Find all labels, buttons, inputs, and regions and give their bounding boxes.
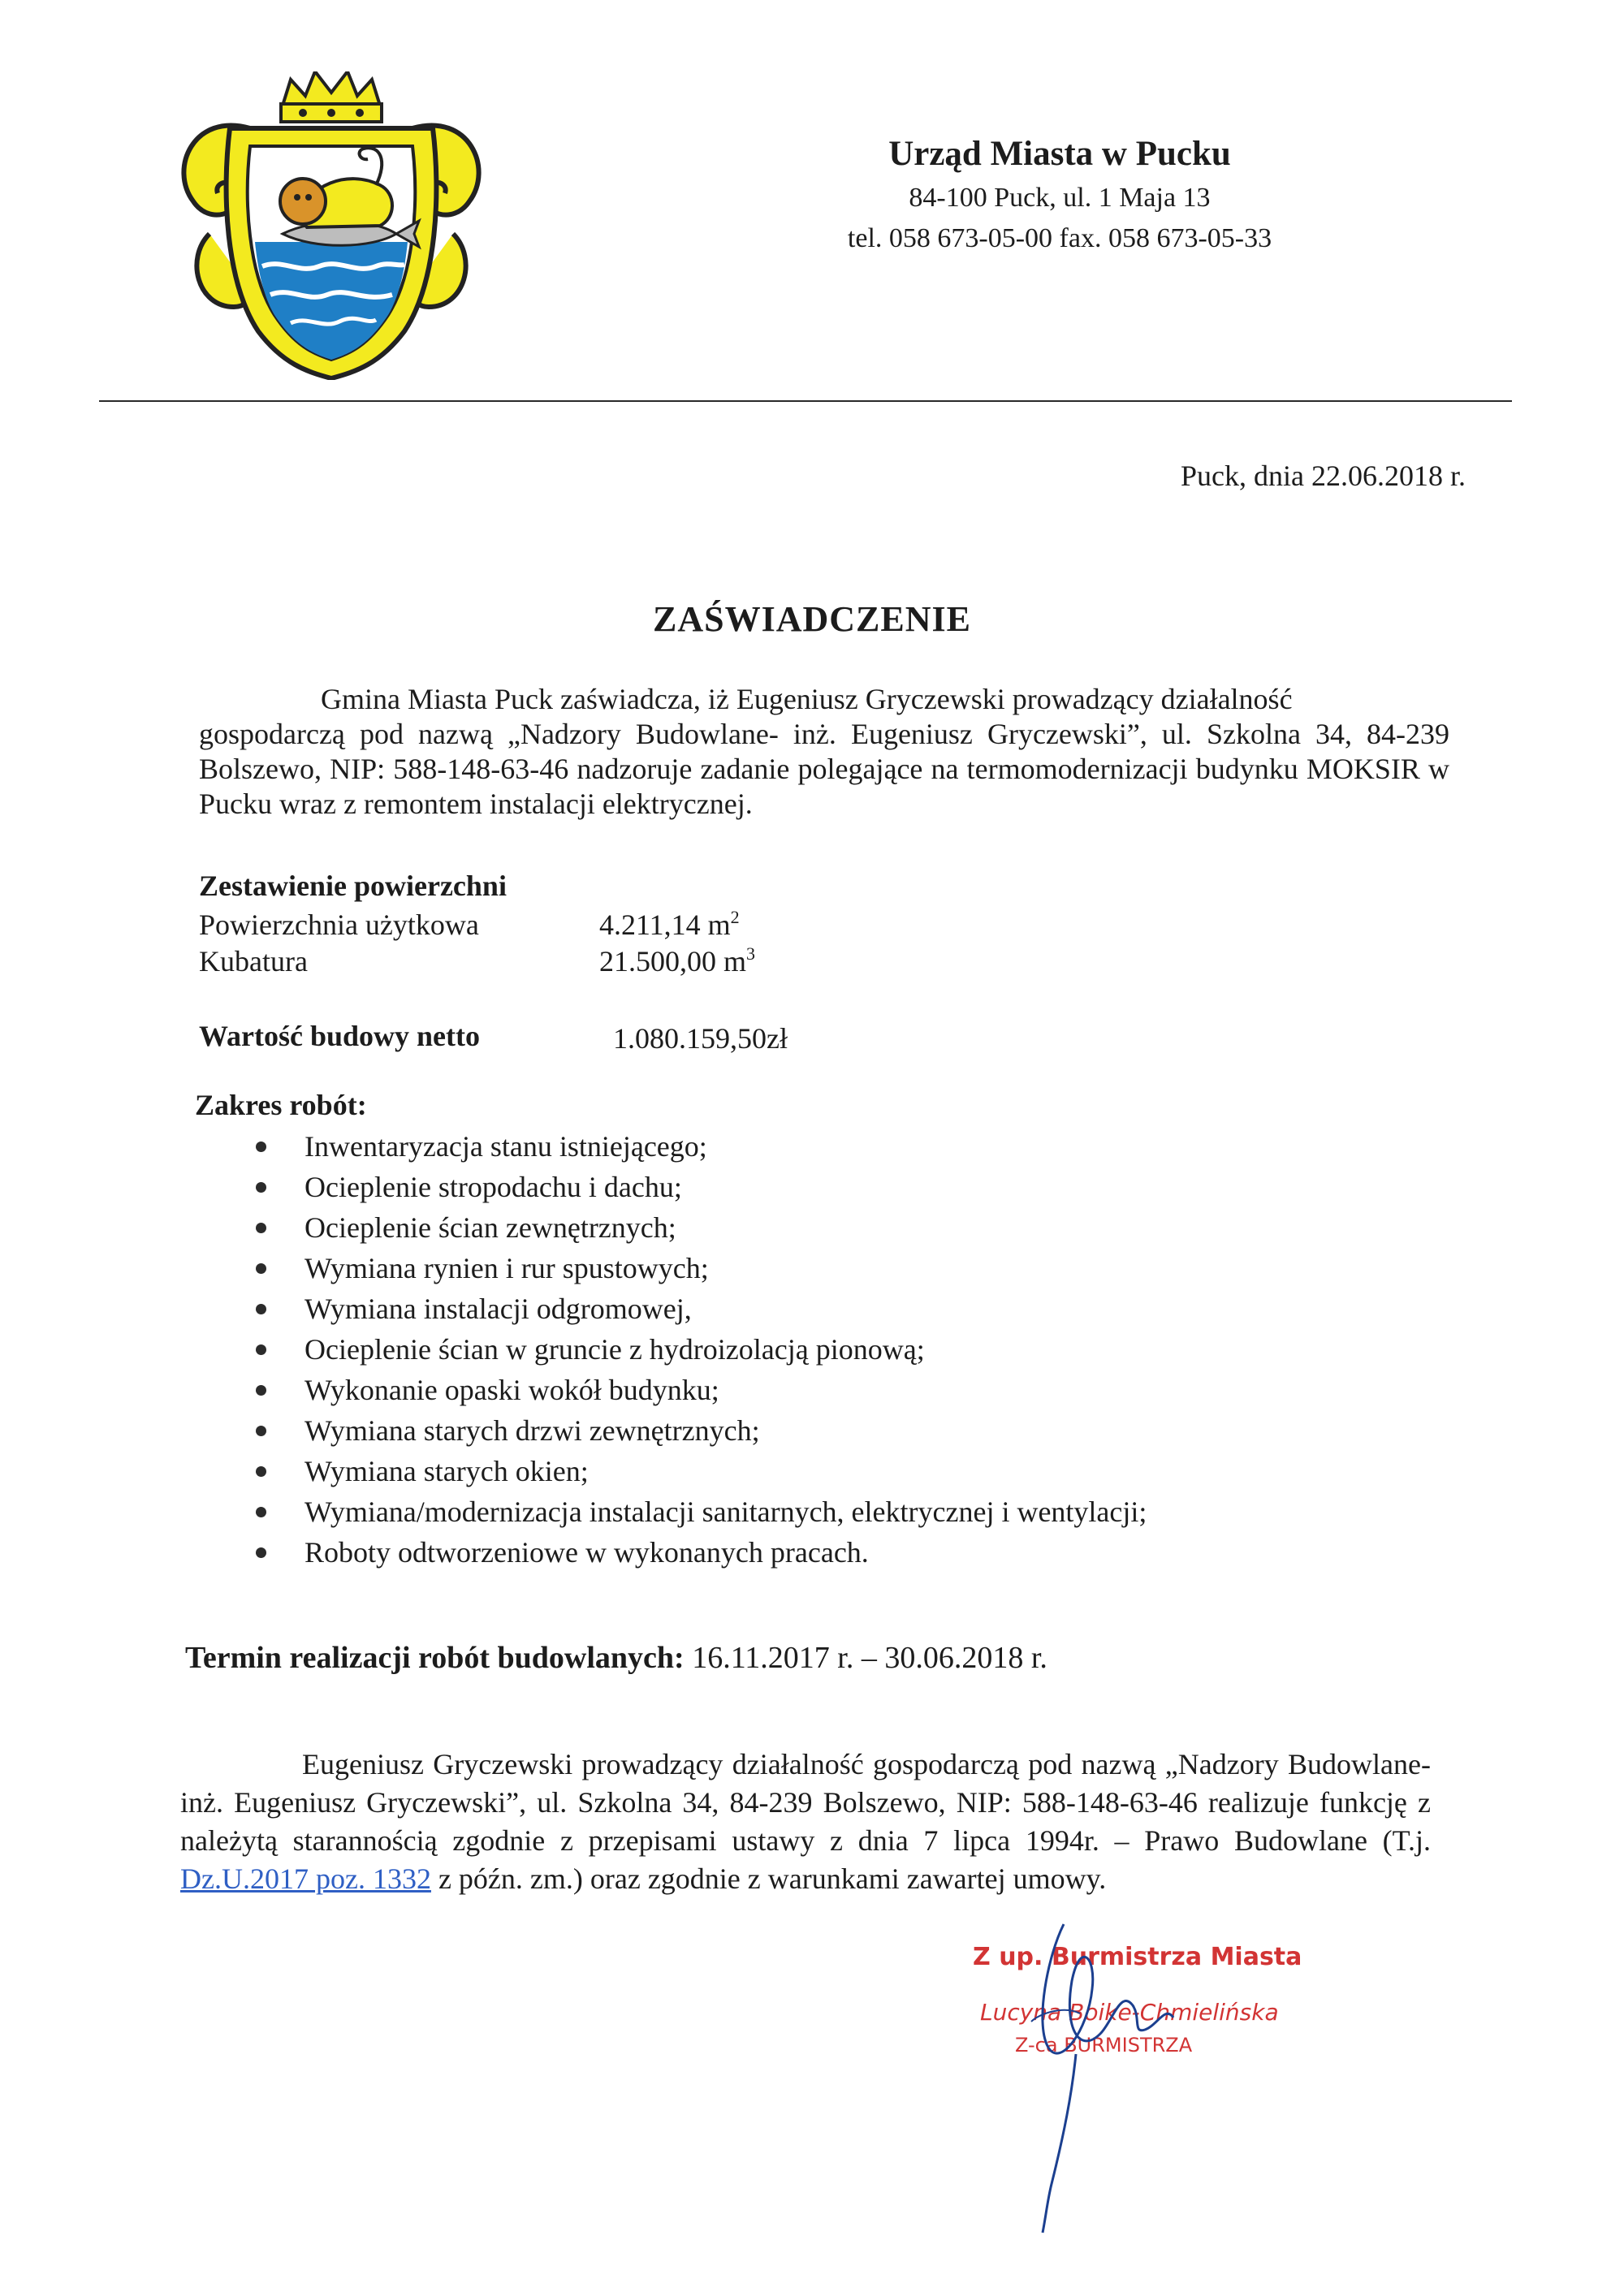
usable-area-value: 4.211,14 $m^2$ xyxy=(599,907,740,941)
paragraph-first-line: Gmina Miasta Puck zaświadcza, iż Eugeniusz Gryczewski prowadzący działalność xyxy=(321,683,1293,715)
bullet-icon xyxy=(256,1426,266,1436)
list-item: Ocieplenie ścian zewnętrznych; xyxy=(256,1207,1147,1248)
coat-of-arms-icon xyxy=(161,71,502,380)
legal-reference-link[interactable]: Dz.U.2017 poz. 1332 xyxy=(180,1862,431,1895)
work-term-label: Termin realizacji robót budowlanych: xyxy=(185,1641,685,1675)
document-title: ZAŚWIADCZENIE xyxy=(653,599,971,639)
list-item: Ocieplenie stropodachu i dachu; xyxy=(256,1167,1147,1207)
office-name: Urząd Miasta w Pucku xyxy=(888,135,1231,173)
list-item: Inwentaryzacja stanu istniejącego; xyxy=(256,1126,1147,1167)
list-item: Wymiana starych drzwi zewnętrznych; xyxy=(256,1410,1147,1451)
bullet-icon xyxy=(256,1304,266,1314)
signature-icon xyxy=(958,1892,1267,2249)
list-item: Roboty odtworzeniowe w wykonanych pracach. xyxy=(256,1532,1147,1573)
list-item: Wymiana instalacji odgromowej, xyxy=(256,1288,1147,1329)
document-date: Puck, dnia 22.06.2018 r. xyxy=(1181,460,1466,492)
list-item: Wymiana rynien i rur spustowych; xyxy=(256,1248,1147,1288)
net-value-amount: 1.080.159,50zł xyxy=(613,1022,788,1055)
paragraph-body: gospodarczą pod nazwą „Nadzory Budowlane- inż. Eugeniusz Gryczewski”, ul. Szkolna 34, 84-239 Bolszewo, NIP: 588-148-63-46 nadzoruje zadanie polegające na termomodernizacji budynku MOKSIR w Pucku wraz z remontem instalacji elektrycznej. xyxy=(199,718,1449,820)
bullet-icon xyxy=(256,1507,266,1517)
scope-heading: Zakres robót: xyxy=(195,1089,367,1121)
list-item: Wymiana/modernizacja instalacji sanitarnych, elektrycznej i wentylacji; xyxy=(256,1491,1147,1532)
bullet-icon xyxy=(256,1223,266,1233)
usable-area-label: Powierzchnia użytkowa xyxy=(199,908,479,941)
stamp-name: Lucyna Boike-Chmielińska xyxy=(980,1999,1279,2026)
bullet-icon xyxy=(256,1263,266,1274)
work-term-value: 16.11.2017 r. – 30.06.2018 r. xyxy=(684,1641,1047,1675)
bullet-icon xyxy=(256,1182,266,1193)
compliance-paragraph: Eugeniusz Gryczewski prowadzący działalność gospodarczą pod nazwą „Nadzory Budowlane- inż. Eugeniusz Gryczewski”, ul. Szkolna 34, 84-239 Bolszewo, NIP: 588-148-63-46 realizuje funkcję z należytą starannością zgodnie z przepisami ustawy z dnia 7 lipca 1994r. – Prawo Budowlane (T.j. Dz.U.2017 poz. 1332 z późn. zm.) oraz zgodnie z warunkami zawartej umowy. xyxy=(180,1748,1431,1895)
certificate-paragraph xyxy=(199,682,1449,822)
volume-value: 21.500,00 $m^3$ xyxy=(599,943,756,978)
bullet-icon xyxy=(256,1142,266,1152)
office-contact: tel. 058 673-05-00 fax. 058 673-05-33 xyxy=(847,223,1272,253)
bullet-icon xyxy=(256,1344,266,1355)
volume-label: Kubatura xyxy=(199,945,308,978)
bullet-icon xyxy=(256,1547,266,1558)
stamp-authority: Z up. Burmistrza Miasta xyxy=(973,1943,1302,1971)
scope-list xyxy=(256,1126,1147,1573)
area-summary-heading: Zestawienie powierzchni xyxy=(199,870,507,902)
list-item: Ocieplenie ścian w gruncie z hydroizolacją pionową; xyxy=(256,1329,1147,1370)
list-item: Wykonanie opaski wokół budynku; xyxy=(256,1370,1147,1410)
bullet-icon xyxy=(256,1466,266,1477)
bullet-icon xyxy=(256,1385,266,1396)
net-value-label: Wartość budowy netto xyxy=(199,1020,481,1052)
stamp-title: Z-ca BURMISTRZA xyxy=(1015,2034,1193,2056)
office-address: 84-100 Puck, ul. 1 Maja 13 xyxy=(909,183,1211,213)
work-term xyxy=(185,1640,1047,1676)
list-item: Wymiana starych okien; xyxy=(256,1451,1147,1491)
header-divider xyxy=(99,400,1512,402)
